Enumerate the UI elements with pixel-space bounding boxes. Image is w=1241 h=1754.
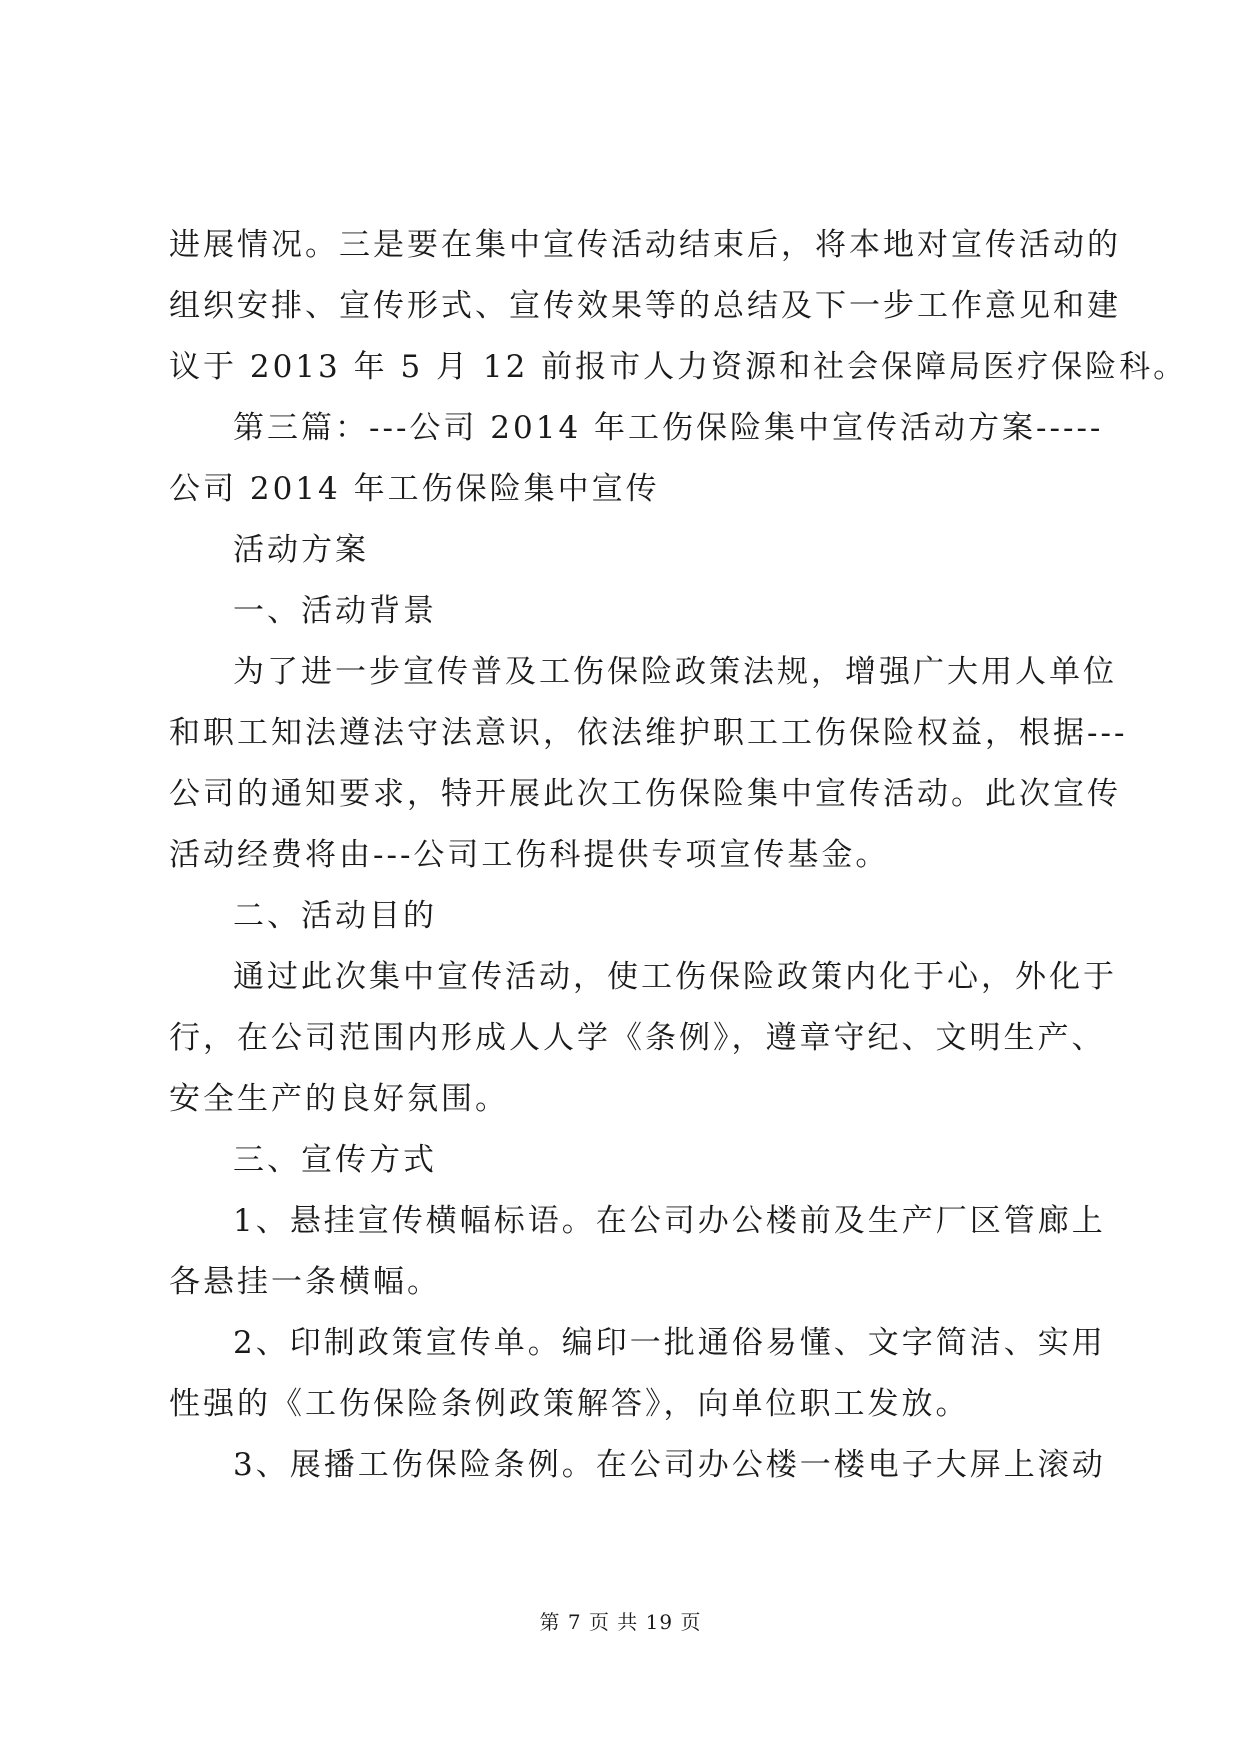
subheading: 一、活动背景 xyxy=(233,593,437,629)
text-line: 公司 2014 年工伤保险集中宣传 xyxy=(169,471,660,507)
subheading: 二、活动目的 xyxy=(233,898,437,934)
text-line: 通过此次集中宣传活动，使工伤保险政策内化于心，外化于 xyxy=(233,959,1117,995)
text-line: 公司的通知要求，特开展此次工伤保险集中宣传活动。此次宣传 xyxy=(169,776,1121,812)
text-line: 进展情况。三是要在集中宣传活动结束后，将本地对宣传活动的 xyxy=(169,227,1121,263)
text-line: 活动经费将由---公司工伤科提供专项宣传基金。 xyxy=(169,837,890,873)
text-line: 议于 2013 年 5 月 12 前报市人力资源和社会保障局医疗保险科。 xyxy=(169,349,1188,385)
section-heading: 第三篇：---公司 2014 年工伤保险集中宣传活动方案----- xyxy=(233,410,1104,446)
subheading: 三、宣传方式 xyxy=(233,1142,437,1178)
text-line: 和职工知法遵法守法意识，依法维护职工工伤保险权益，根据--- xyxy=(169,715,1128,751)
text-line: 1、悬挂宣传横幅标语。在公司办公楼前及生产厂区管廊上 xyxy=(233,1203,1106,1239)
text-line: 活动方案 xyxy=(233,532,369,568)
text-line: 组织安排、宣传形式、宣传效果等的总结及下一步工作意见和建 xyxy=(169,288,1121,324)
text-line: 各悬挂一条横幅。 xyxy=(169,1264,441,1300)
page-footer: 第 7 页 共 19 页 xyxy=(539,1610,702,1634)
text-line: 性强的《工伤保险条例政策解答》，向单位职工发放。 xyxy=(169,1386,970,1422)
text-line: 2、印制政策宣传单。编印一批通俗易懂、文字简洁、实用 xyxy=(233,1325,1106,1361)
body-text xyxy=(169,226,1188,1507)
text-line: 3、展播工伤保险条例。在公司办公楼一楼电子大屏上滚动 xyxy=(233,1447,1106,1483)
text-line: 行，在公司范围内形成人人学《条例》，遵章守纪、文明生产、 xyxy=(169,1020,1106,1056)
text-line: 安全生产的良好氛围。 xyxy=(169,1081,509,1117)
text-line: 为了进一步宣传普及工伤保险政策法规，增强广大用人单位 xyxy=(233,654,1117,690)
